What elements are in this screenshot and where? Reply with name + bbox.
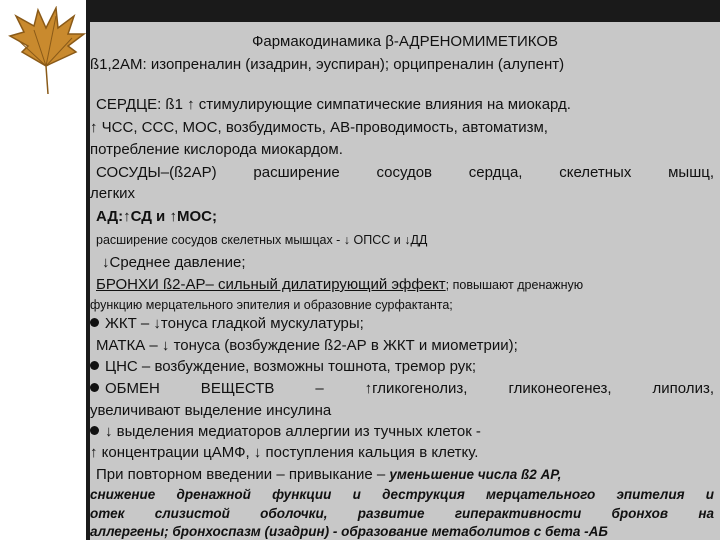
bullet-icon <box>90 426 99 435</box>
bp-line-3: ↓Среднее давление; <box>102 254 246 271</box>
bronchi-tail: ; повышают дренажную <box>445 278 584 292</box>
allergy-line-2: ↑ концентрации цАМФ, ↓ поступления кальция в клетку. <box>90 444 479 461</box>
bullet-icon <box>90 383 99 392</box>
vessels-line-1: СОСУДЫ–(ß2АР) расширение сосудов сердца, скелетных мышц, <box>96 164 714 181</box>
repeat-line-2: снижение дренажной функции и деструкция мерцательного эпителия и <box>90 487 714 502</box>
list-item-metabolism: ОБМЕН ВЕЩЕСТВ – ↑гликогенолиз, гликонеогенез, липолиз, <box>90 379 714 398</box>
repeat-line-3: отек слизистой оболочки, развитие гиперактивности бронхов на <box>90 506 714 521</box>
bronchi-line-2: функцию мерцательного эпителия и образовние сурфактанта; <box>90 298 453 312</box>
repeat-line-1 <box>96 465 720 484</box>
repeat-line-4: аллергены; бронхоспазм (изадрин) - образование метаболитов с бета -АБ <box>90 524 608 539</box>
heart-line-3: потребление кислорода миокардом. <box>90 141 343 158</box>
bp-label: АД:↑СД и ↑МОС; <box>96 208 217 225</box>
repeat-lead: При повторном введении – привыкание – <box>96 466 386 483</box>
metabolism-line-2: увеличивают выделение инсулина <box>90 402 332 419</box>
bronchi-label: БРОНХИ ß2-АР– сильный дилатирующий эффект <box>96 276 446 293</box>
bronchi-line-1 <box>96 275 720 295</box>
list-item-cns: ЦНС – возбуждение, возможны тошнота, тремор рук; <box>90 357 714 376</box>
maple-leaf-icon <box>4 6 88 100</box>
heart-line-1: СЕРДЦЕ: ß1 ↑ стимулирующие симпатические влияния на миокард. <box>96 96 571 113</box>
subtitle: ß1,2АМ: изопреналин (изадрин, эуспиран); орципреналин (алупент) <box>90 56 565 73</box>
bullet-icon <box>90 318 99 327</box>
slide-content <box>90 22 720 540</box>
list-item-allergy: ↓ выделения медиаторов аллергии из тучных клеток - <box>90 422 714 441</box>
vessels-line-2: легких <box>90 185 136 202</box>
bp-line-2: расширение сосудов скелетных мышцах - ↓ ОПСС и ↓ДД <box>96 233 428 247</box>
heart-line-2: ↑ ЧСС, ССС, МОС, возбудимость, АВ-проводимость, автоматизм, <box>90 119 548 136</box>
page-title: Фармакодинамика β‑АДРЕНОМИМЕТИКОВ <box>251 33 559 50</box>
list-item-uterus: МАТКА – ↓ тонуса (возбуждение ß2‑АР в ЖКТ и миометрии); <box>96 337 518 354</box>
left-margin <box>0 0 86 540</box>
bullet-icon <box>90 361 99 370</box>
repeat-tail: уменьшение числа ß2 АР, <box>389 467 562 482</box>
list-item-git: ЖКТ – ↓тонуса гладкой мускулатуры; <box>90 314 714 333</box>
slide-top-bar <box>86 0 720 22</box>
